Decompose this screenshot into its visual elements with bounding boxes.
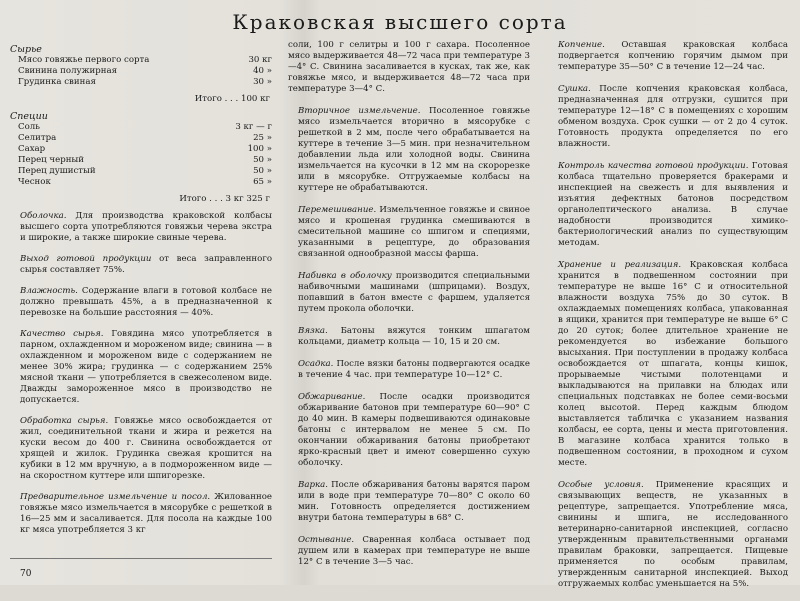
paragraph-text: Краковская колбаса хранится в подвешенном состоянии при температуре не выше 16° С и относительной влажности воздуха 75% до 30 суток. В охлаждаемых помещениях колбаса, упакованная в ящики, хранится при температуре не выше 6° С до 20 суток; более длительное хранение не рекомендуется во избежание большого высыхания. При поступлении в продажу колбаса освобождается от шпагата, концы кишок, прорываемые чистыми полотенцами и выкладываются на прилавки на блюдах или специальных подставках не более семи-восьми колец высотой. Перед каждым блюдом выставляется табличка с указанием названия колбасы, ее сорта, цены и места приготовления. В магазине колбаса хранится только в подвешенном состоянии, в проходном и сухом месте. <box>558 260 788 468</box>
paragraph-lead: Копчение. <box>558 40 605 50</box>
raw-heading: Сырье <box>10 44 42 55</box>
paragraph-lead: Сушка. <box>558 84 591 94</box>
paragraph-lead: Контроль качества готовой продукции. <box>558 161 749 171</box>
column-3 <box>548 40 788 601</box>
paragraph-lead: Оболочка. <box>20 211 67 221</box>
paragraph-lead: Осадка. <box>298 359 334 369</box>
paragraph-lead: Предварительное измельчение и посол. <box>20 492 211 502</box>
page-number: 70 <box>20 569 32 579</box>
spice-row <box>10 144 272 155</box>
spices-total: Итого . . . 3 кг 325 г <box>179 194 270 204</box>
paragraph-text: от веса заправленного сырья составляет 75%. <box>20 254 272 275</box>
spice-name: Перец душистый <box>18 166 96 176</box>
paragraph-text: Для производства краковской колбасы высшего сорта употребляются говяжьи черева экстра и широкие, а также широкие свиные черева. <box>20 211 272 243</box>
paragraph <box>288 480 530 524</box>
spice-row <box>10 177 272 188</box>
paragraph <box>288 205 530 260</box>
ingredient-row <box>10 77 272 88</box>
spice-name: Чеснок <box>18 177 51 187</box>
spice-qty: 65 » <box>253 177 272 187</box>
paragraph-text: Батоны вяжутся тонким шпагатом кольцами, диаметр кольца — 10, 15 и 20 см. <box>298 326 530 347</box>
paragraph-text: Говяжье мясо освобождается от жил, соединительной ткани и жира и режется на куски весом до 400 г. Свинина освобождается от хрящей и жилок. Грудинка свежая крошится на кубики в 12 мм вручную, а в подмороженном виде — на скоростном куттере или шпигорезке. <box>20 416 273 481</box>
paragraph-text: Говядина мясо употребляется в парном, охлажденном и мороженом виде; свинина — в охлажденном и мороженом виде с содержанием не менее 30% жира; грудинка — с содержанием 25% мясной ткани — употребляется в свежесоленом виде. Дважды замороженное мясо в производство не допускается. <box>20 329 273 405</box>
paragraph <box>10 492 272 536</box>
paragraph <box>548 260 788 469</box>
paragraph-text: После осадки производится обжаривание батонов при температуре 60—90° С до 40 мин. В камеры подвешиваются одинаковые батоны с интервалом не менее 5 см. По окончании обжаривания батоны приобретают ярко-красный цвет и имеют совершенно сухую оболочку. <box>298 392 530 468</box>
spice-name: Соль <box>18 122 40 132</box>
spice-qty: 3 кг — г <box>235 122 272 132</box>
paragraph-text: Содержание влаги в готовой колбасе не должно превышать 45%, а в предназначенной к перевозке на большие расстояния — 40%. <box>20 286 272 318</box>
paragraph-lead: Вязка. <box>298 326 328 336</box>
paragraph-text: производится специальными набивочными машинами (шприцами). Воздух, попавший в батон вместе с фаршем, удаляется путем прокола оболочки. <box>298 271 530 314</box>
spices-heading: Специи <box>10 111 48 122</box>
spice-name: Сахар <box>18 144 46 154</box>
paragraph-text: Сваренная колбаса остывает под душем или в камерах при температуре не выше 12° С в течение 3—5 час. <box>298 535 530 567</box>
spice-row <box>10 166 272 177</box>
paragraph-text: Оставшая краковская колбаса подвергается копчению горячим дымом при температуре 35—50° С в течение 12—24 час. <box>558 40 788 72</box>
paragraph <box>288 392 530 469</box>
ingredient-name: Свинина полужирная <box>18 66 118 76</box>
page-title: Краковская высшего сорта <box>232 10 568 34</box>
paragraph <box>288 535 530 568</box>
footer-rule <box>10 558 272 559</box>
paragraph <box>10 286 272 319</box>
spice-row <box>10 155 272 166</box>
spice-name: Перец черный <box>18 155 84 165</box>
ingredient-name: Мясо говяжье первого сорта <box>18 55 150 65</box>
paragraph-text: После обжаривания батоны варятся паром или в воде при температуре 70—80° С около 60 мин. Готовность определяется достижением внутри батона температуры в 68° С. <box>298 480 530 523</box>
paragraph-lead: Перемешивание. <box>298 205 377 215</box>
ingredient-row <box>10 66 272 77</box>
paragraph-text: Готовая колбаса тщательно проверяется бракерами и инспекцией на свежесть и для выявления и изъятия дефектных батонов посредством органолептического анализа. В случае надобности производится химико-бактериологический анализ по существующим методам. <box>558 161 788 248</box>
paragraph-text: Посоленное говяжье мясо измельчается вторично в мясорубке с решеткой в 2 мм, после чего обрабатывается на куттере в течение 3—5 мин. при незначительном добавлении льда или холодной воды. Свинина измельчается на кусочки в 12 мм на скорорезке или в мясорубке. Отгружаемые колбасы на куттере не обрабатываются. <box>298 106 530 193</box>
paragraph-lead: Остывание. <box>298 535 355 545</box>
spice-qty: 50 » <box>253 155 272 165</box>
spice-name: Селитра <box>18 133 57 143</box>
paragraph <box>288 106 530 194</box>
paragraph-lead: Качество сырья. <box>20 329 104 339</box>
ingredient-row <box>10 55 272 66</box>
paragraph-lead: Хранение и реализация. <box>558 260 682 270</box>
paragraph <box>288 359 530 381</box>
paragraph <box>10 211 272 244</box>
column-2 <box>288 40 530 579</box>
paragraph-text: Применение красящих и связывающих веществ, не указанных в рецептуре, запрещается. Употребление мяса, свинины и шпига, не исследованного ветеринарно-санитарной инспекцией, согласно утвержденным правительственными органами правилам браковки, запрещается. Пищевые применяется по особым правилам, утвержденным санитарной инспекцией. Выход отгружаемых колбас уменьшается на 5%. <box>558 480 788 589</box>
paragraph-lead: Обработка сырья. <box>20 416 109 426</box>
paragraph-lead: Выход готовой продукции <box>20 254 152 264</box>
raw-total: Итого . . . 100 кг <box>194 94 270 104</box>
paragraph <box>548 40 788 73</box>
paragraph-text: После копчения краковская колбаса, предназначенная для отгрузки, сушится при температуре 12—18° С в помещениях с хорошим обменом воздуха. Срок сушки — от 2 до 4 суток. Готовность продукта определяется по его влажности. <box>558 84 788 149</box>
paragraph <box>548 84 788 150</box>
paragraph-text: Измельченное говяжье и свиное мясо и крошеная грудинка смешиваются в смесительной машине со шпигом и специями, указанными в рецептуре, до образования связанной однообразной массы фарша. <box>298 205 530 259</box>
paragraph <box>288 271 530 315</box>
paragraph-lead: Обжаривание. <box>298 392 366 402</box>
paragraph-text: Жилованное говяжье мясо измельчается в мясорубке с решеткой в 16—25 мм и засаливается. Для посола на каждые 100 кг мяса употребляется 3 кг <box>20 492 272 535</box>
paragraph-lead: Варка. <box>298 480 328 490</box>
paragraph <box>288 40 530 95</box>
ingredient-qty: 30 кг <box>248 55 272 65</box>
spice-row <box>10 133 272 144</box>
paragraph-lead: Влажность. <box>20 286 78 296</box>
spice-qty: 50 » <box>253 166 272 176</box>
paragraph <box>10 416 272 482</box>
ingredient-name: Грудинка свиная <box>18 77 96 87</box>
paragraph-text: соли, 100 г селитры и 100 г сахара. Посоленное мясо выдерживается 48—72 часа при температуре 3—4° С. Свинина засаливается в кусках, так же, как говяжье мясо, и выдерживается 48—72 часа при температуре 3—4° С. <box>288 40 530 94</box>
paragraph <box>10 329 272 406</box>
paragraph-lead: Особые условия. <box>558 480 644 490</box>
spice-row <box>10 122 272 133</box>
ingredient-qty: 30 » <box>253 77 272 87</box>
paragraph <box>548 480 788 590</box>
spice-qty: 25 » <box>253 133 272 143</box>
ingredient-qty: 40 » <box>253 66 272 76</box>
paragraph <box>548 161 788 249</box>
paragraph <box>288 326 530 348</box>
column-1 <box>10 42 272 546</box>
paragraph-lead: Набивка в оболочку <box>298 271 392 281</box>
paragraph-text: После вязки батоны подвергаются осадке в течение 4 час. при температуре 10—12° С. <box>298 359 530 380</box>
spice-qty: 100 » <box>247 144 272 154</box>
paragraph <box>10 254 272 276</box>
paragraph-lead: Вторичное измельчение. <box>298 106 421 116</box>
